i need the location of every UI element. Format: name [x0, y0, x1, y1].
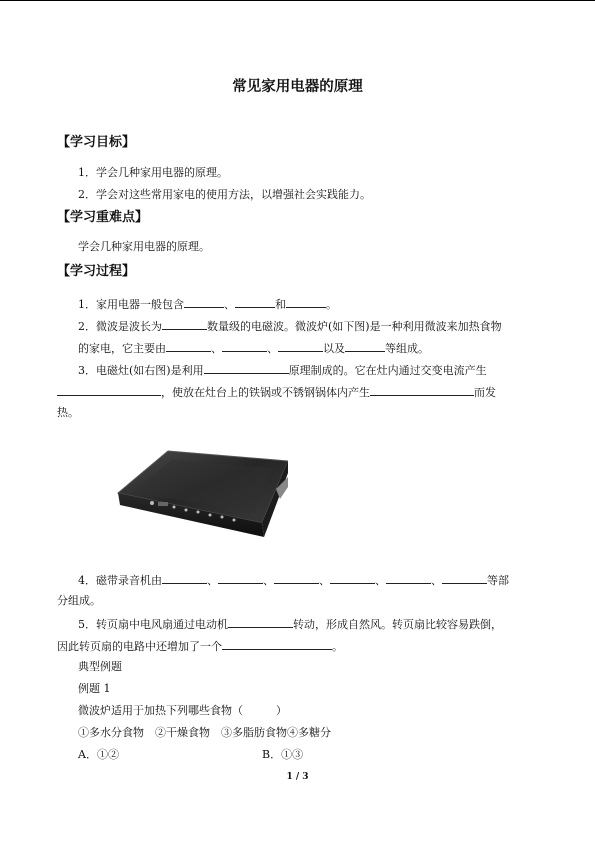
q4-blank-3[interactable] [274, 573, 319, 584]
example-question: 微波炉适用于加热下列哪些食物（ ） [78, 704, 287, 717]
q4-text-a: 4．磁带录音机由 [78, 574, 162, 587]
choice-a: A．①② [78, 748, 119, 761]
question-5-line-2 [57, 639, 343, 652]
q3-text-a: 3．电磁灶(如右图)是利用 [78, 364, 204, 377]
q1-text-d: 。 [326, 298, 337, 311]
choice-b: B．①③ [262, 748, 304, 761]
q4-sep-2: 、 [263, 574, 274, 587]
q3-blank-2[interactable] [57, 385, 161, 396]
page-title: 常见家用电器的原理 [232, 79, 363, 95]
heading-key-points: 【学习重难点】 [57, 210, 149, 225]
q1-text-c: 和 [275, 298, 286, 311]
q2-text-b: 数量级的电磁波。微波炉(如下图)是一种利用微波来加热食物 [207, 320, 502, 333]
q1-text-a: 1．家用电器一般包含 [78, 298, 184, 311]
example-label: 例题 1 [78, 682, 111, 695]
q2-blank-2[interactable] [166, 341, 211, 352]
q2-blank-5[interactable] [345, 341, 385, 352]
q1-blank-2[interactable] [235, 297, 275, 308]
q2-text-e: 、 [267, 342, 278, 355]
q3-blank-3[interactable] [370, 385, 474, 396]
question-3-line-1 [78, 363, 487, 376]
q5-text-c: 因此转页扇的电路中还增加了一个 [57, 640, 222, 653]
q4-blank-5[interactable] [386, 573, 431, 584]
q2-text-g: 等组成。 [385, 342, 429, 355]
key-points-text: 学会几种家用电器的原理。 [78, 240, 210, 253]
q1-blank-3[interactable] [286, 297, 326, 308]
question-4-line-1 [78, 573, 509, 586]
q3-text-d: 而发 [474, 386, 496, 399]
question-5-line-1 [78, 617, 502, 630]
q4-blank-6[interactable] [442, 573, 487, 584]
question-1 [78, 297, 337, 310]
q4-sep-5: 、 [431, 574, 442, 587]
induction-cooker-image [112, 443, 288, 543]
goal-2: 2．学会对这些常用家电的使用方法，以增强社会实践能力。 [78, 188, 371, 201]
q3-text-c: ，使放在灶台上的铁锅或不锈钢锅体内产生 [161, 386, 370, 399]
q3-text-b: 原理制成的。它在灶内通过交变电流产生 [288, 364, 487, 377]
q2-text-d: 、 [211, 342, 222, 355]
q4-blank-2[interactable] [218, 573, 263, 584]
q3-blank-1[interactable] [204, 363, 289, 374]
q4-sep-3: 、 [319, 574, 330, 587]
q4-blank-1[interactable] [162, 573, 207, 584]
q5-blank-1[interactable] [228, 617, 293, 628]
q4-sep-1: 、 [207, 574, 218, 587]
page-number: 1 / 3 [286, 772, 309, 782]
q2-blank-1[interactable] [162, 319, 207, 330]
q2-text-c: 的家电，它主要由 [78, 342, 166, 355]
heading-process: 【学习过程】 [57, 264, 136, 279]
q5-blank-2[interactable] [222, 639, 332, 650]
q2-blank-3[interactable] [222, 341, 267, 352]
q4-text-end: 等部 [487, 574, 509, 587]
goal-1: 1．学会几种家用电器的原理。 [78, 166, 228, 179]
q2-text-a: 2．微波是波长为 [78, 320, 162, 333]
q5-text-d: 。 [332, 640, 343, 653]
heading-goals: 【学习目标】 [57, 135, 136, 150]
question-3-line-2 [57, 385, 496, 398]
question-2-line-2 [78, 341, 429, 354]
q4-blank-4[interactable] [330, 573, 375, 584]
top-border [0, 0, 595, 1]
question-2-line-1 [78, 319, 502, 332]
q1-blank-1[interactable] [184, 297, 224, 308]
question-3-line-3: 热。 [57, 406, 79, 419]
q2-blank-4[interactable] [278, 341, 323, 352]
question-4-line-2: 分组成。 [57, 594, 101, 607]
q1-text-b: 、 [224, 298, 235, 311]
q4-sep-4: 、 [375, 574, 386, 587]
q5-text-a: 5．转页扇中电风扇通过电动机 [78, 618, 228, 631]
q5-text-b: 转动，形成自然风。转页扇比较容易跌倒， [293, 618, 502, 631]
example-options: ①多水分食物 ②干燥食物 ③多脂肪食物④多糖分 [78, 726, 331, 739]
example-heading: 典型例题 [78, 660, 122, 673]
q2-text-f: 以及 [323, 342, 345, 355]
